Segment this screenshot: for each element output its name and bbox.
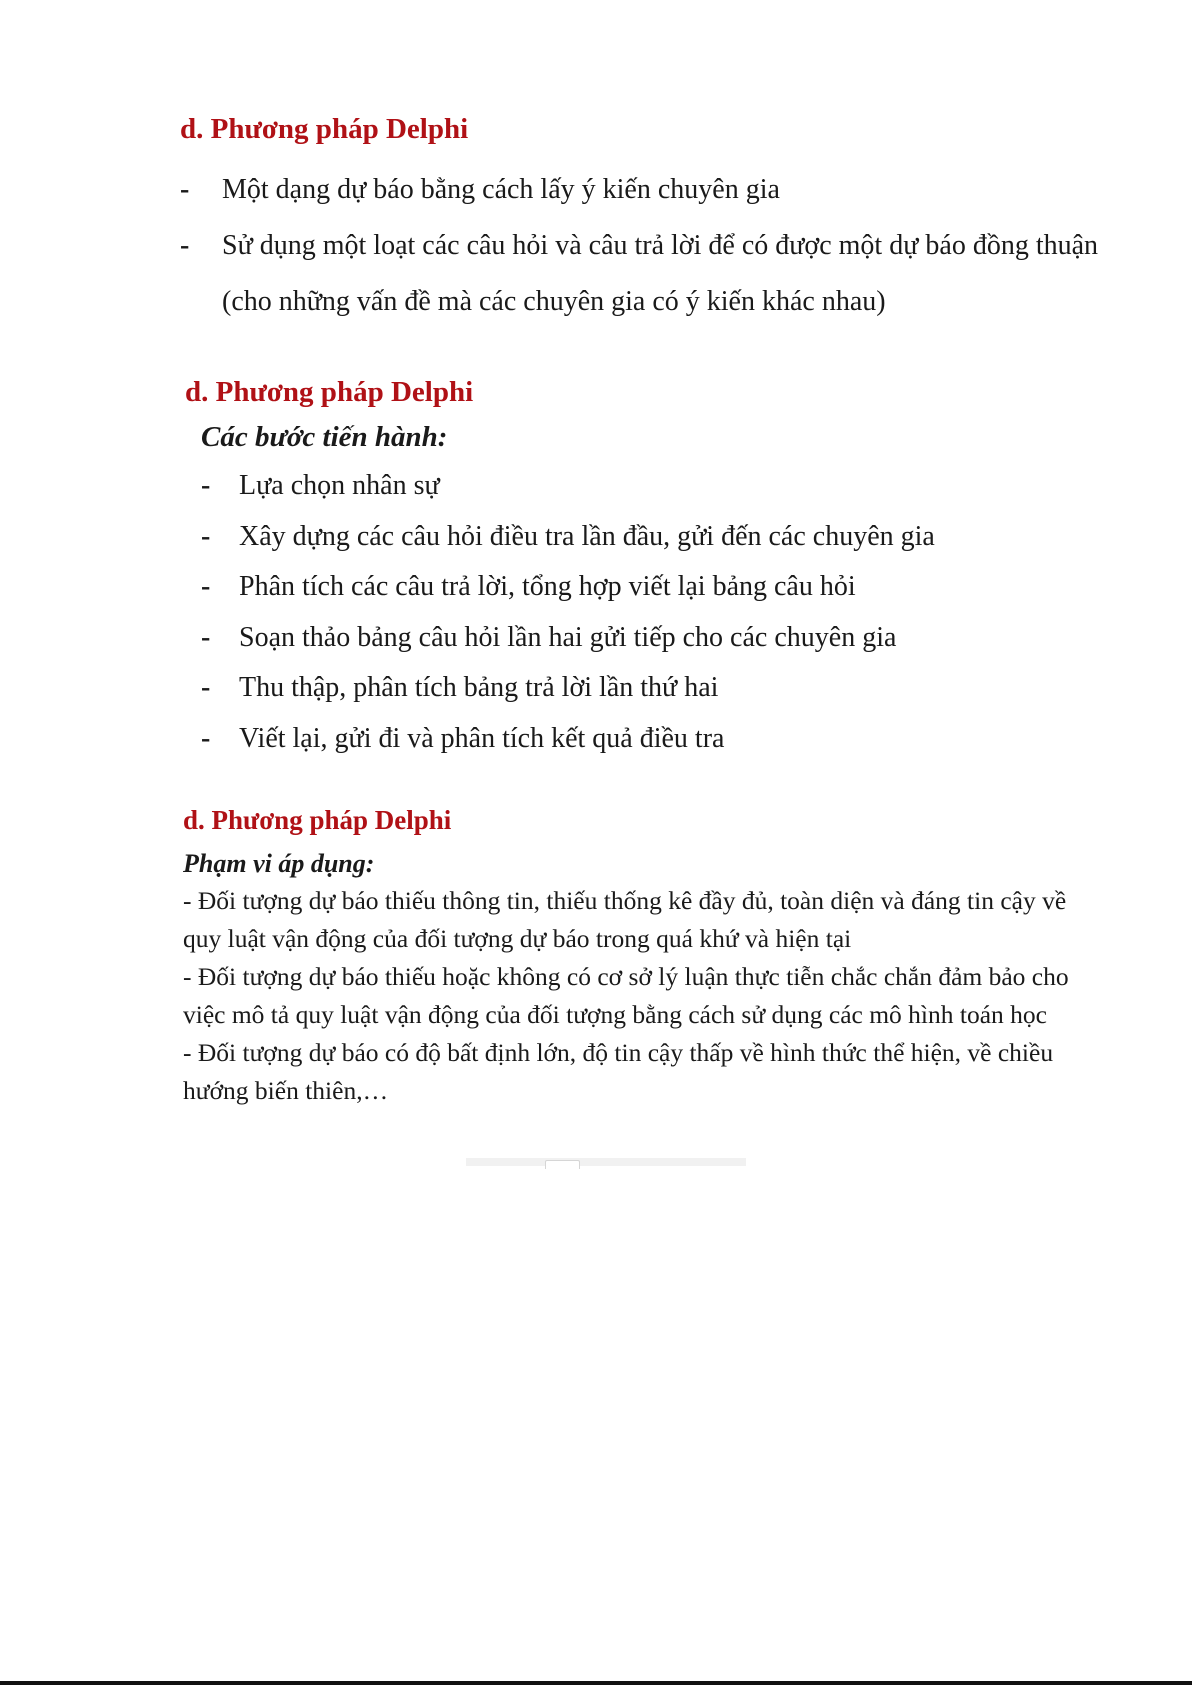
bullet-dash: - <box>180 230 190 261</box>
scope-paragraph: - Đối tượng dự báo thiếu hoặc không có cơ sở lý luận thực tiễn chắc chắn đảm bảo cho việc mô tả quy luật vận động của đối tượng bằng cách sử dụng các mô hình toán học <box>183 962 1069 1029</box>
section-delphi-scope <box>183 800 1083 1110</box>
list-item-text: Thu thập, phân tích bảng trả lời lần thứ hai <box>239 672 719 703</box>
bullet-dash: - <box>201 722 211 754</box>
scope-paragraph: - Đối tượng dự báo thiếu thông tin, thiếu thống kê đầy đủ, toàn diện và đáng tin cậy về quy luật vận động của đối tượng dự báo trong quá khứ và hiện tại <box>183 886 1067 953</box>
list-item-text: Sử dụng một loạt các câu hỏi và câu trả lời để có được một dự báo đồng thuận (cho những vấn đề mà các chuyên gia có ý kiến khác nhau) <box>222 230 1099 317</box>
list-item <box>185 663 1085 714</box>
bullet-dash: - <box>180 174 190 205</box>
section-heading: d. Phương pháp Delphi <box>183 805 452 835</box>
list-item <box>185 461 1085 512</box>
section-heading: d. Phương pháp Delphi <box>185 376 474 408</box>
bullet-dash: - <box>201 621 211 653</box>
list-item <box>185 714 1085 765</box>
list-item <box>180 218 1140 330</box>
list-item <box>185 512 1085 563</box>
list-item-text: Lựa chọn nhân sự <box>239 470 440 501</box>
section-delphi-steps <box>185 371 1085 764</box>
list-item-text: Xây dựng các câu hỏi điều tra lần đầu, gửi đến các chuyên gia <box>239 520 935 552</box>
slide-divider-tab <box>545 1160 580 1169</box>
list-item <box>185 562 1085 613</box>
list-item-text: Phân tích các câu trả lời, tổng hợp viết lại bảng câu hỏi <box>239 571 856 602</box>
section-delphi-definition <box>180 108 1140 330</box>
bullet-list <box>180 162 1140 330</box>
bullet-list <box>185 461 1085 764</box>
list-item <box>185 613 1085 664</box>
bullet-dash: - <box>201 470 211 501</box>
list-item-text: Viết lại, gửi đi và phân tích kết quả điều tra <box>239 722 725 754</box>
bullet-dash: - <box>201 571 211 602</box>
list-item <box>180 162 1140 218</box>
scope-paragraph: - Đối tượng dự báo có độ bất định lớn, độ tin cậy thấp về hình thức thể hiện, về chiều hướng biến thiên,… <box>183 1038 1054 1105</box>
page-bottom-border <box>0 1681 1192 1685</box>
list-item-text: Một dạng dự báo bằng cách lấy ý kiến chuyên gia <box>222 174 780 205</box>
bullet-dash: - <box>201 520 211 552</box>
list-item-text: Soạn thảo bảng câu hỏi lần hai gửi tiếp cho các chuyên gia <box>239 621 897 653</box>
slide-divider <box>466 1158 746 1166</box>
section-subheading: Phạm vi áp dụng: <box>183 849 375 878</box>
bullet-dash: - <box>201 672 211 703</box>
section-heading: d. Phương pháp Delphi <box>180 113 469 145</box>
section-subheading: Các bước tiến hành: <box>201 421 448 453</box>
